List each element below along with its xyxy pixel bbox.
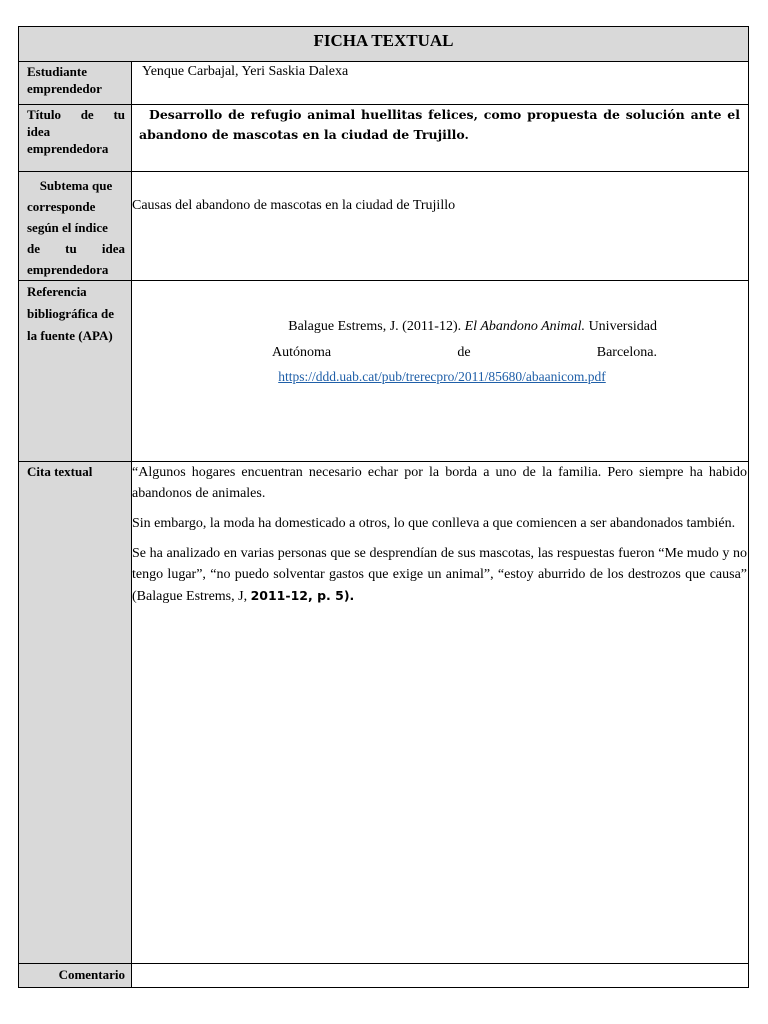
ficha-textual-form [18, 26, 749, 988]
subtopic-value-cell [131, 171, 749, 281]
idea-title-text: Desarrollo de refugio animal huellitas felices, como propuesta de solución ante el abandono de mascotas en la ciudad de Trujillo. [139, 107, 740, 142]
apa-reference [227, 314, 657, 388]
idea-title-label-cell [18, 104, 132, 172]
student-label-cell [18, 61, 132, 105]
quote-paragraph-3-text: Se ha analizado en varias personas que se desprendían de sus mascotas, las respuestas fueron “Me mudo y no tengo lugar”, “no puedo solventar gastos que exige un animal”, “estoy aburrido de los destrozos que causa” (Balague Estrems, J, [132, 546, 747, 604]
reference-word: Autónoma [272, 345, 332, 360]
quote-value-cell [131, 461, 749, 964]
reference-line-1 [227, 314, 657, 340]
quote-citation: 2011-12, p. 5). [250, 588, 355, 603]
idea-title-label-line: Título de tu [27, 107, 125, 122]
comment-label-cell [18, 963, 132, 988]
student-label: Estudiante emprendedor [27, 64, 102, 96]
quote-paragraph-3 [132, 543, 747, 607]
reference-label-cell [18, 280, 132, 462]
reference-work-title: El Abandono Animal. [464, 319, 586, 334]
reference-author: Balague Estrems, J. (2011-12). [288, 319, 462, 334]
subtopic-label-line: Subtema que [39, 178, 113, 193]
comment-value-cell[interactable] [131, 963, 749, 988]
subtopic-label-cell [18, 171, 132, 281]
reference-label-line: Referencia [27, 284, 87, 299]
reference-word: de [457, 345, 471, 360]
reference-line-2 [227, 340, 657, 366]
reference-value-cell [131, 280, 749, 462]
form-title: FICHA TEXTUAL [18, 26, 749, 62]
quote-label-cell [18, 461, 132, 964]
subtopic-label-line: emprendedora [27, 262, 109, 277]
student-value-cell [131, 61, 749, 105]
subtopic-label-line: según el índice [27, 220, 108, 235]
reference-publisher: Universidad [588, 319, 657, 334]
idea-title-value-cell [131, 104, 749, 172]
quote-paragraph-1: “Algunos hogares encuentran necesario echar por la borda a uno de la familia. Pero siempre ha habido abandonos de animales. [132, 465, 747, 501]
comment-label: Comentario [58, 967, 125, 982]
idea-title-label-line: emprendedora [27, 141, 109, 156]
student-name: Yenque Carbajal, Yeri Saskia Dalexa [142, 64, 349, 79]
subtopic-label-line: corresponde [27, 199, 96, 214]
reference-label-line: la fuente (APA) [27, 328, 113, 343]
idea-title-label-line: idea [27, 124, 51, 139]
subtopic-text: Causas del abandono de mascotas en la ciudad de Trujillo [132, 198, 456, 213]
quote-paragraph-2: Sin embargo, la moda ha domesticado a otros, lo que conlleva a que comiencen a ser abandonados también. [132, 516, 736, 531]
reference-word: Barcelona. [596, 345, 657, 360]
quote-label: Cita textual [27, 464, 93, 479]
subtopic-label-line: de tu idea [27, 241, 125, 256]
reference-url-link[interactable]: https://ddd.uab.cat/pub/trerecpro/2011/85680/abaanicom.pdf [278, 369, 606, 384]
reference-label-line: bibliográfica de [27, 306, 115, 321]
